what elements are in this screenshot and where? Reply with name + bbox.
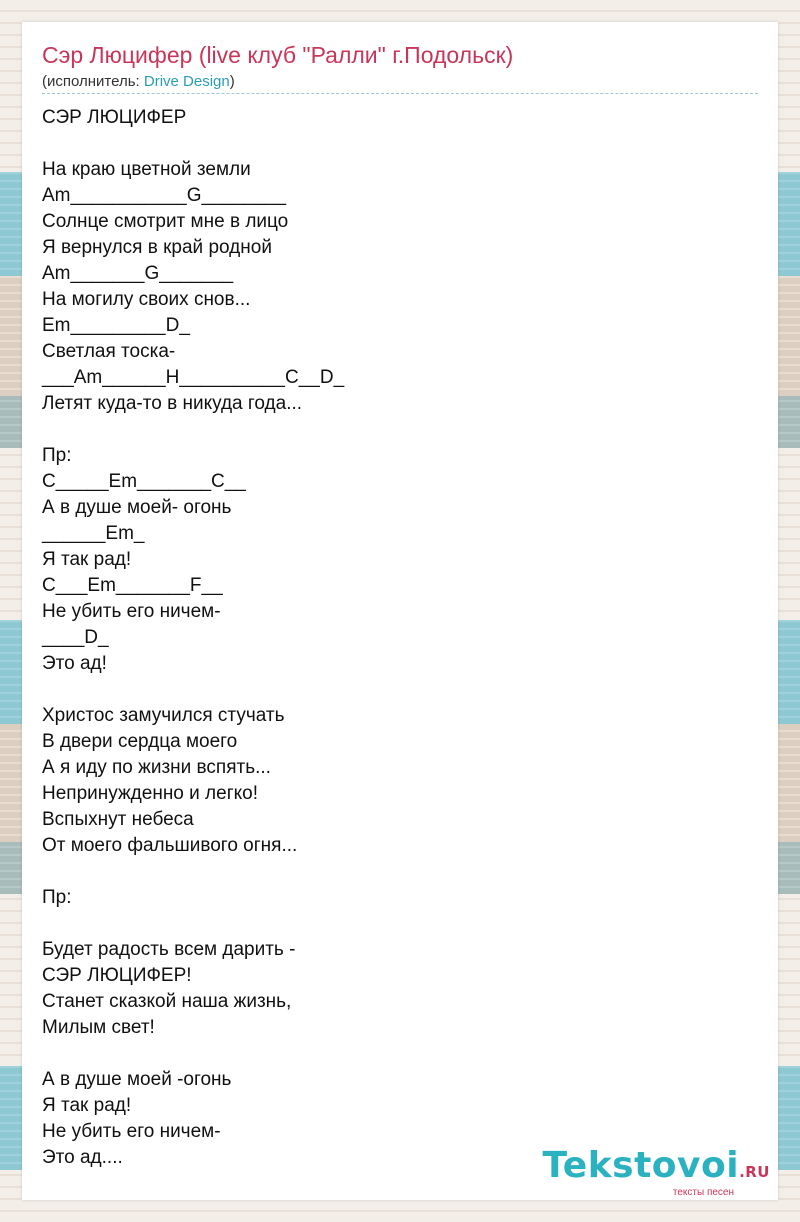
lyric-line: СЭР ЛЮЦИФЕР! <box>42 965 192 986</box>
lyric-line: А я иду по жизни вспять... <box>42 757 271 778</box>
artist-line <box>42 73 235 90</box>
lyric-line: Вспыхнут небеса <box>42 809 194 830</box>
lyric-line: Я вернулся в край родной <box>42 237 272 258</box>
lyric-line: Будет радость всем дарить - <box>42 939 296 960</box>
lyric-line: На могилу своих снов... <box>42 289 251 310</box>
lyric-line: Am_______G_______ <box>42 263 234 284</box>
lyric-line: Христос замучился стучать <box>42 705 285 726</box>
lyric-line: Светлая тоска- <box>42 341 176 362</box>
lyric-line: Am___________G________ <box>42 185 287 206</box>
logo-name: Tekstovoi <box>542 1145 740 1186</box>
lyric-line: Пр: <box>42 887 72 908</box>
lyric-line: Это ад! <box>42 653 107 674</box>
blank-line <box>42 1041 742 1067</box>
lyric-line: ______Em_ <box>42 523 145 544</box>
logo-tagline: тексты песен <box>672 1187 734 1198</box>
lyrics-text <box>42 105 742 1171</box>
lyric-line: А в душе моей -огонь <box>42 1069 232 1090</box>
lyric-line: ____D_ <box>42 627 109 648</box>
site-logo[interactable] <box>543 1147 770 1198</box>
artist-prefix: (исполнитель: <box>42 73 144 90</box>
lyric-line: Em_________D_ <box>42 315 190 336</box>
lyric-line: В двери сердца моего <box>42 731 238 752</box>
blank-line <box>42 859 742 885</box>
blank-line <box>42 677 742 703</box>
logo-tld: .RU <box>739 1163 770 1181</box>
lyric-line: А в душе моей- огонь <box>42 497 232 518</box>
lyric-line: C___Em_______F__ <box>42 575 223 596</box>
blank-line <box>42 911 742 937</box>
lyric-line: Это ад.... <box>42 1147 123 1168</box>
lyric-line: Станет сказкой наша жизнь, <box>42 991 292 1012</box>
lyric-line: Солнце смотрит мне в лицо <box>42 211 289 232</box>
blank-line <box>42 131 742 157</box>
song-title: Сэр Люцифер (live клуб "Ралли" г.Подольск) <box>42 42 514 68</box>
lyric-line: От моего фальшивого огня... <box>42 835 298 856</box>
lyric-line: Я так рад! <box>42 1095 132 1116</box>
divider <box>42 93 758 94</box>
lyric-line: ___Am______H__________C__D_ <box>42 367 345 388</box>
artist-link[interactable]: Drive Design <box>143 73 230 90</box>
lyric-line: Непринужденно и легко! <box>42 783 259 804</box>
lyric-line: СЭР ЛЮЦИФЕР <box>42 107 187 128</box>
lyric-line: Летят куда-то в никуда года... <box>42 393 303 414</box>
lyric-line: Пр: <box>42 445 72 466</box>
lyric-line: Я так рад! <box>42 549 132 570</box>
lyric-line: Милым свет! <box>42 1017 155 1038</box>
lyric-line: Не убить его ничем- <box>42 601 221 622</box>
lyrics-card <box>22 22 778 1200</box>
blank-line <box>42 417 742 443</box>
lyric-line: C_____Em_______C__ <box>42 471 246 492</box>
lyric-line: Не убить его ничем- <box>42 1121 221 1142</box>
artist-suffix: ) <box>229 73 235 90</box>
lyric-line: На краю цветной земли <box>42 159 251 180</box>
